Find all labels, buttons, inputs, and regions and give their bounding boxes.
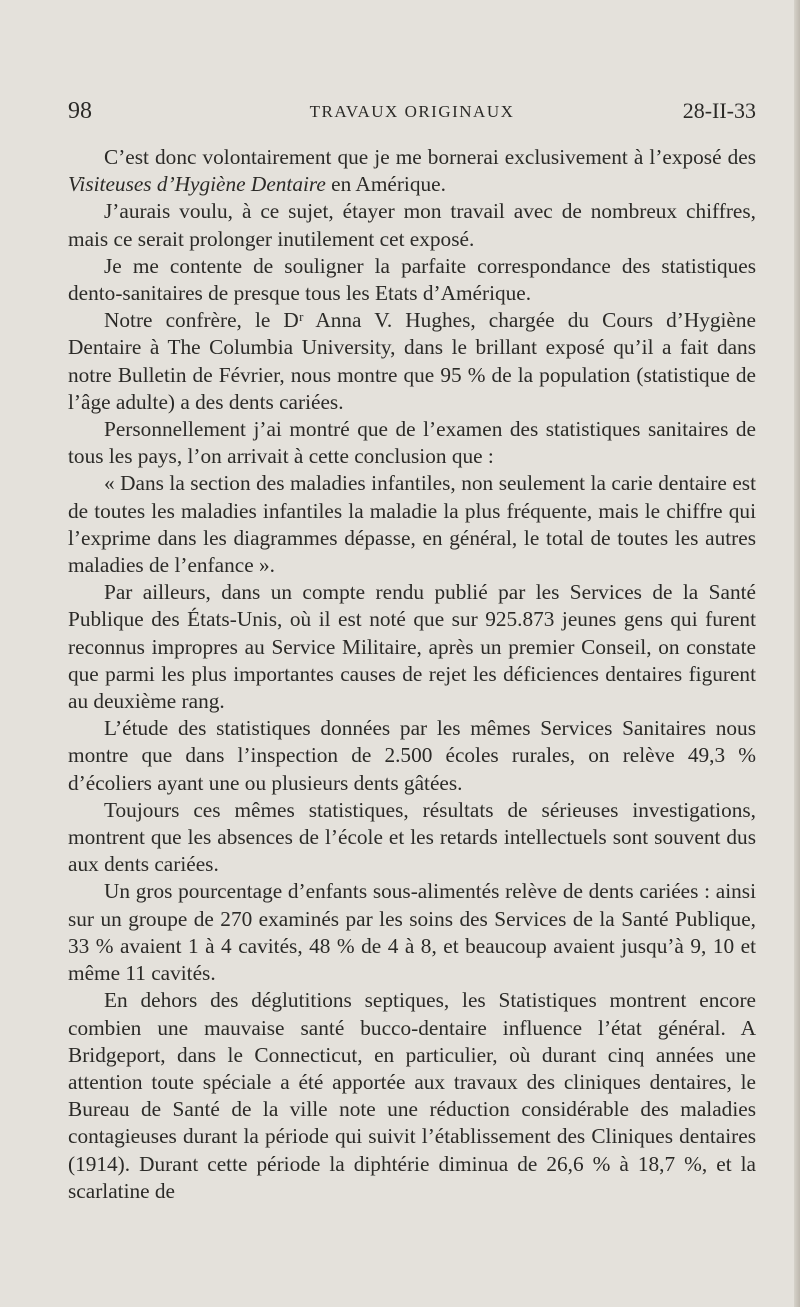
paragraph: L’étude des statistiques données par les mêmes Services Sanitaires nous montre que dans l’inspection de 2.500 écoles rurales, on relève 49,3 % d’écoliers ayant une ou plusieurs dents gâtées. xyxy=(68,716,756,795)
paragraph: Notre confrère, le Dʳ Anna V. Hughes, chargée du Cours d’Hygiène Dentaire à The Columbia University, dans le brillant exposé qu’il a fait dans notre Bulletin de Février, nous montre que 95 % de la population (statistique de l’âge adulte) a des dents cariées. xyxy=(68,308,756,414)
paragraph: « Dans la section des maladies infantiles, non seulement la carie dentaire est de toutes les maladies infantiles la maladie la plus fréquente, mais le chiffre qui l’exprime dans les diagrammes dépasse, en général, le total de toutes les autres maladies de l’enfance ». xyxy=(68,471,756,578)
paragraph xyxy=(68,144,756,198)
page-header xyxy=(68,98,756,128)
page-edge xyxy=(794,0,800,1307)
paragraph: Toujours ces mêmes statistiques, résultats de sérieuses investigations, montrent que les absences de l’école et les retards intellectuels sont souvent dus aux dents cariées. xyxy=(68,797,756,877)
body-text xyxy=(68,144,756,1205)
paragraph: Par ailleurs, dans un compte rendu publié par les Services de la Santé Publique des États-Unis, où il est noté que sur 925.873 jeunes gens qui furent reconnus impropres au Service Militaire, après un premier Conseil, on constate que parmi les plus importantes causes de rejet les déficiences dentaires figurent au deuxième rang. xyxy=(68,580,756,714)
italic-title: Visiteuses d’Hygiène Dentaire xyxy=(68,172,326,197)
running-title: TRAVAUX ORIGINAUX xyxy=(309,102,515,121)
paragraph: En dehors des déglutitions septiques, les Statistiques montrent encore combien une mauvaise santé bucco-dentaire influence l’état général. A Bridgeport, dans le Connecticut, en particulier, où durant cinq années une attention toute spéciale a été apportée aux travaux des cliniques dentaires, le Bureau de Santé de la ville note une réduction considérable des maladies contagieuses durant la période qui suivit l’établissement des Cliniques dentaires (1914). Durant cette période la diphtérie diminua de 26,6 % à 18,7 %, et la scarlatine de xyxy=(68,988,756,1203)
paragraph: Un gros pourcentage d’enfants sous-alimentés relève de dents cariées : ainsi sur un groupe de 270 examinés par les soins des Services de la Santé Publique, 33 % avaient 1 à 4 cavités, 48 % de 4 à 8, et beaucoup avaient jusqu’à 9, 10 et même 11 cavités. xyxy=(68,879,756,986)
paragraph: Je me contente de souligner la parfaite correspondance des statistiques dento-sanitaires de presque tous les Etats d’Amérique. xyxy=(68,253,756,306)
paragraph-text: C’est donc volontairement que je me bornerai exclusivement à l’exposé des xyxy=(104,145,756,169)
issue-date: 28-II-33 xyxy=(682,98,756,123)
paragraph: Personnellement j’ai montré que de l’examen des statistiques sanitaires de tous les pays, l’on arrivait à cette conclusion que : xyxy=(68,417,756,469)
page-number: 98 xyxy=(68,98,92,124)
paragraph: J’aurais voulu, à ce sujet, étayer mon travail avec de nombreux chiffres, mais ce serait prolonger inutilement cet exposé. xyxy=(68,199,756,251)
paragraph-text: en Amérique. xyxy=(325,172,446,197)
